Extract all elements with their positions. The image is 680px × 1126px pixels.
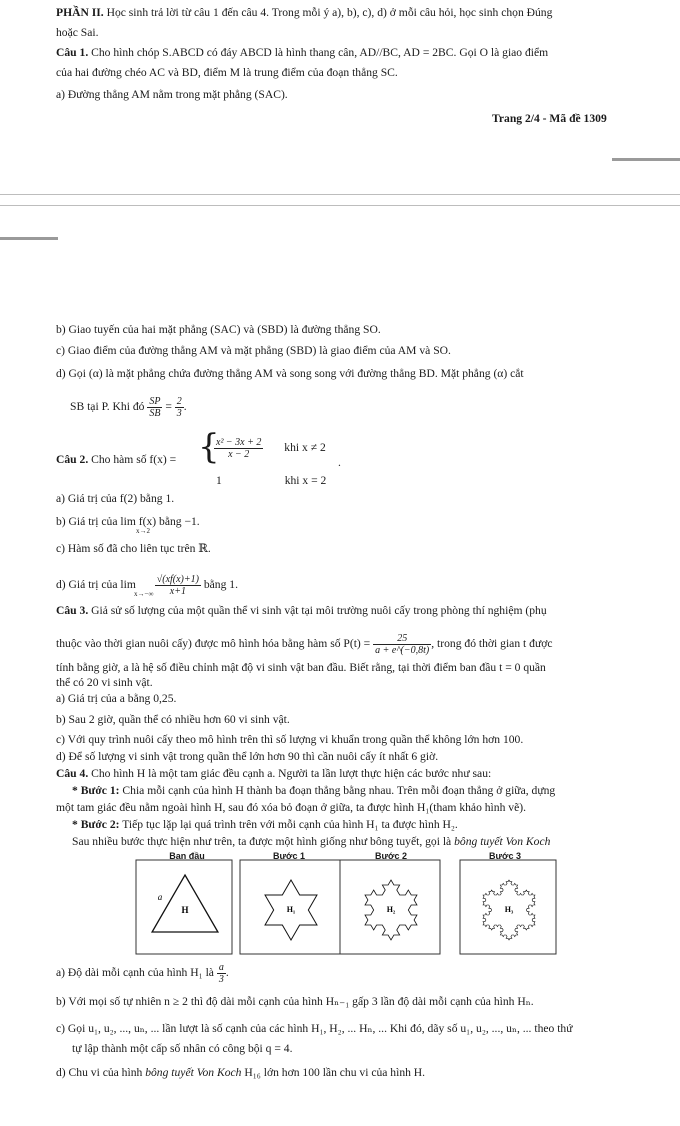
population-fraction: $\frac{25}{a + e\^{}(-0,8t)}$ xyxy=(375,633,430,656)
q1-option-d-line-1: d) Gọi (α) là mặt phẳng chứa đường thẳng AM và song song với đường thẳng BD. Mặt phẳng (α) cắt xyxy=(56,367,524,380)
q3-option-b: b) Sau 2 giờ, quần thể có nhiều hơn 60 vi sinh vật. xyxy=(56,713,290,726)
panel-label-1: H₁ xyxy=(286,905,296,914)
q1-stem-line-2: của hai đường chéo AC và BD, điểm M là trung điểm của đoạn thẳng SC. xyxy=(56,66,398,79)
panel-label-2: H₂ xyxy=(386,905,396,914)
ratio-sp-sb: $\frac{SP}{SB}$ xyxy=(149,396,161,419)
part-title: PHẦN II. xyxy=(56,6,104,19)
panel-label-0: H xyxy=(181,905,189,915)
panel-title-3: Bước 3 xyxy=(489,851,521,861)
limit-fraction: $\frac{√(xf(x)+1)}{x+1}$ xyxy=(156,574,199,597)
panel-label-3: H₃ xyxy=(504,905,514,914)
panel-frame-1 xyxy=(240,860,340,954)
q4-summary: Sau nhiều bước thực hiện như trên, ta được một hình giống như bông tuyết, gọi là bông tuyết Von Koch xyxy=(72,835,551,848)
q3-option-a: a) Giá trị của a bằng 0,25. xyxy=(56,692,177,705)
q2-option-a: a) Giá trị của f(2) bằng 1. xyxy=(56,492,175,505)
q1-option-d-line-2: SB tại P. Khi đó $\frac{SP}{SB}$ = $\frac{2}{3}$ . xyxy=(70,396,187,419)
q2-option-d: d) Giá trị của lim $\frac{√(xf(x)+1)}{x+1}$ bằng 1. xyxy=(56,574,238,597)
panel-title-0: Ban đầu xyxy=(169,851,205,861)
q3-stem-line-2: thuộc vào thời gian nuôi cấy) được mô hình hóa bằng hàm số P(t) = $\frac{25}{a + e\^{}(-0,8t)}$ , trong đó thời gian t được xyxy=(56,633,553,656)
q2-label: Câu 2. xyxy=(56,453,89,466)
q4-step-2: * Bước 2: Tiếp tục lặp lại quá trình trên với mỗi cạnh của hình H₁ ta được hình H₂. xyxy=(72,818,458,831)
page-footer: Trang 2/4 - Mã đề 1309 xyxy=(492,112,607,125)
instruction-line-2: hoặc Sai. xyxy=(56,26,99,39)
q4-label: Câu 4. xyxy=(56,767,89,780)
instruction-line-1: Học sinh trả lời từ câu 1 đến câu 4. Trong mỗi ý a), b), c), d) ở mỗi câu hỏi, học sinh chọn Đúng xyxy=(103,6,553,19)
q3-option-d: d) Để số lượng vi sinh vật trong quần thể lớn hơn 90 thì cần nuôi cấy ít nhất 6 giờ. xyxy=(56,750,439,763)
side-fraction: $\frac{a}{3}$ xyxy=(218,962,224,985)
q2-case-2: 1 khi x = 2 xyxy=(216,474,327,487)
q3-stem-line-4: thể có 20 vi sinh vật. xyxy=(56,676,153,689)
q4-option-a: a) Độ dài mỗi cạnh của hình H₁ là $\frac{a}{3}$ . xyxy=(56,962,229,985)
panel-frame-0 xyxy=(136,860,232,954)
ratio-value: $\frac{2}{3}$ xyxy=(176,396,182,419)
page-break-line-1 xyxy=(0,194,680,195)
piecewise-brace: { xyxy=(198,427,220,467)
q3-stem-line-1: Câu 3. Giả sử số lượng của một quần thể vi sinh vật tại môi trường nuôi cấy trong phòng thí nghiệm (phụ xyxy=(56,604,547,617)
q1-label: Câu 1. xyxy=(56,46,89,59)
q1-option-b: b) Giao tuyến của hai mặt phẳng (SAC) và (SBD) là đường thẳng SO. xyxy=(56,323,381,336)
q4-option-b: b) Với mọi số tự nhiên n ≥ 2 thì độ dài mỗi cạnh của hình Hₙ₋₁ gấp 3 lần độ dài mỗi cạnh của hình Hₙ. xyxy=(56,995,534,1008)
q1-stem-line-1: Câu 1. Cho hình chóp S.ABCD có đáy ABCD là hình thang cân, AD//BC, AD = 2BC. Gọi O là giao điểm xyxy=(56,46,549,59)
q2-option-b: b) Giá trị của lim f(x) bằng −1. xyxy=(56,515,200,528)
q4-option-c-line-1: c) Gọi u₁, u₂, ..., uₙ, ... lần lượt là số cạnh của các hình H₁, H₂, ... Hₙ, ... Khi đó, dãy số u₁, u₂, ..., uₙ, ... theo thứ xyxy=(56,1022,573,1035)
q3-label: Câu 3. xyxy=(56,604,89,617)
q4-stem: Câu 4. Cho hình H là một tam giác đều cạnh a. Người ta lần lượt thực hiện các bước như sau: xyxy=(56,767,492,780)
q2-option-c: c) Hàm số đã cho liên tục trên ℝ. xyxy=(56,542,211,555)
q2-stem: Câu 2. Cho hàm số f(x) = xyxy=(56,453,177,466)
q4-step-1-line-2: một tam giác đều nằm ngoài hình H, sau đó xóa bỏ đoạn ở giữa, ta được hình H₁(tham khảo hình vẽ). xyxy=(56,801,526,814)
q4-step-1-line-1: * Bước 1: Chia mỗi cạnh của hình H thành ba đoạn thẳng bằng nhau. Trên mỗi đoạn thẳng ở giữa, dựng xyxy=(72,784,556,797)
q2-option-d-sub: x→−∞ xyxy=(134,590,154,598)
q4-option-d: d) Chu vi của hình bông tuyết Von Koch H₁₆ lớn hơn 100 lần chu vi của hình H. xyxy=(56,1066,426,1079)
q2-case-1: $\frac{\text{x² − 3x + 2}}{x - 2}$ khi x ≠ 2 xyxy=(216,437,326,460)
q4-option-c-line-2: tự lập thành một cấp số nhân có công bội q = 4. xyxy=(72,1042,293,1055)
q2-end: . xyxy=(338,456,341,469)
koch-step-3-shape xyxy=(483,880,535,940)
scan-smear-left xyxy=(0,237,58,240)
q2-option-b-sub: x→2 xyxy=(136,527,150,535)
panel-title-1: Bước 1 xyxy=(273,851,305,861)
koch-step-1-shape xyxy=(265,880,317,940)
panel-title-2: Bước 2 xyxy=(375,851,407,861)
panel-frame-3 xyxy=(460,860,556,954)
side-label-a: a xyxy=(157,892,163,902)
q1-option-a: a) Đường thẳng AM nằm trong mặt phẳng (SAC). xyxy=(56,88,288,101)
part-header xyxy=(56,6,552,20)
triangle-h xyxy=(152,875,218,932)
panel-frame-2 xyxy=(340,860,440,954)
page-break-line-2 xyxy=(0,205,680,206)
koch-step-2-shape xyxy=(365,880,417,940)
scan-smear-right xyxy=(612,158,680,161)
q3-stem-line-3: tính bằng giờ, a là hệ số điều chỉnh mật độ vi sinh vật ban đầu. Biết rằng, tại thời điểm ban đầu t = 0 quần xyxy=(56,661,546,674)
q1-option-c: c) Giao điểm của đường thẳng AM và mặt phẳng (SBD) là giao điểm của AM và SO. xyxy=(56,344,451,357)
q3-option-c: c) Với quy trình nuôi cấy theo mô hình trên thì số lượng vi khuẩn trong quần thể không lớn hơn 100. xyxy=(56,733,524,746)
